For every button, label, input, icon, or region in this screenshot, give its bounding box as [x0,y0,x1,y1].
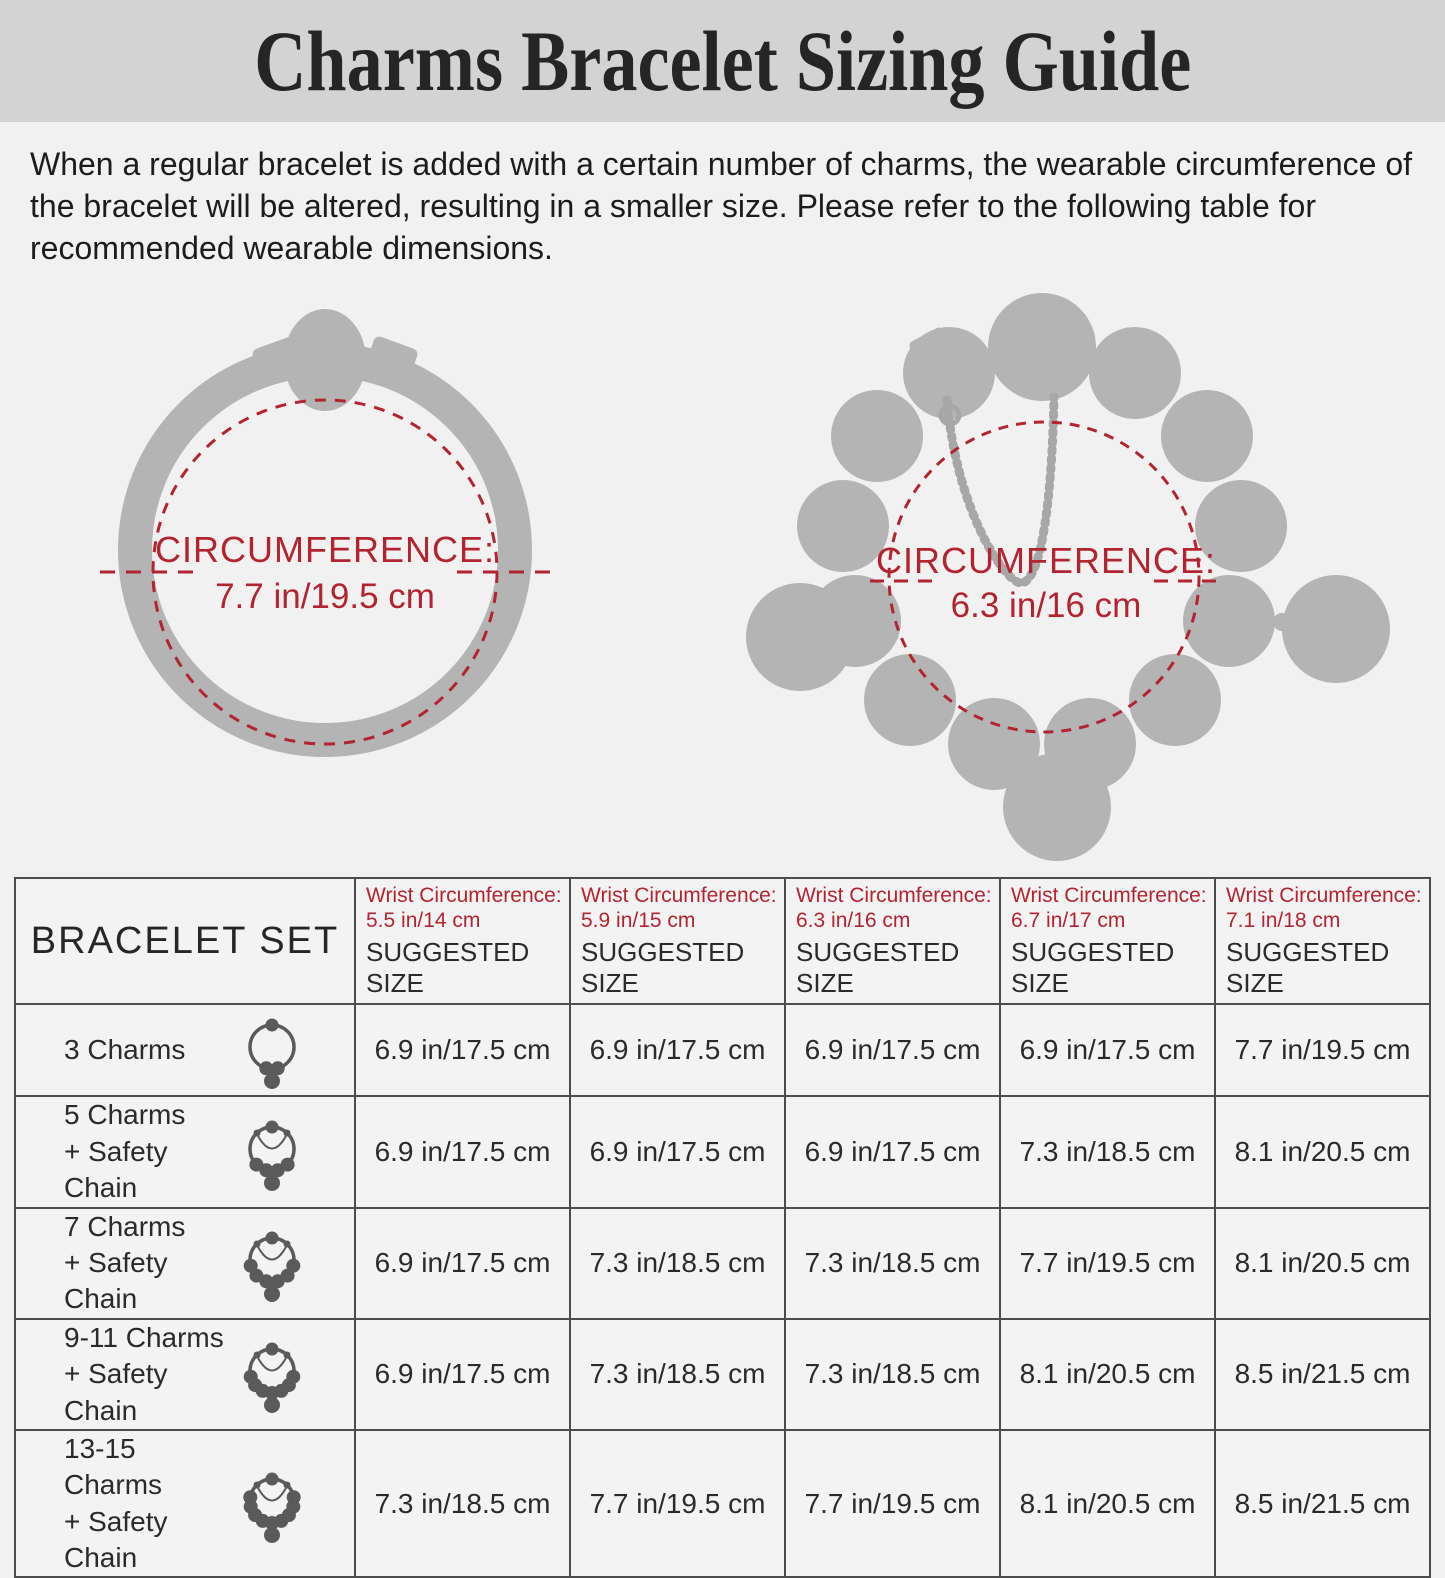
bracelet-set-icon [239,1011,309,1089]
bracelet-set-cell [15,1208,355,1319]
table-row-7-charms [15,1208,1430,1319]
bracelet-set-cell [15,1004,355,1096]
suggested-size-value: 6.9 in/17.5 cm [1000,1004,1215,1096]
charm-bracelet-diagram [722,285,1422,865]
wrist-circumference-label: Wrist Circumference: [581,884,777,907]
suggested-size-label: SUGGESTED SIZE [1011,937,1175,999]
bracelet-set-icon [239,1113,309,1191]
sizing-table [14,877,1431,1578]
suggested-size-value: 7.7 in/19.5 cm [1215,1004,1430,1096]
column-header-5-9in [570,878,785,1004]
suggested-size-value: 7.3 in/18.5 cm [785,1208,1000,1319]
suggested-size-value: 6.9 in/17.5 cm [355,1208,570,1319]
wrist-circumference-label: Wrist Circumference: [1011,884,1207,907]
bracelet-set-header: BRACELET SET [15,878,355,1004]
set-label-line1: 5 Charms [64,1099,186,1131]
suggested-size-label: SUGGESTED SIZE [1226,937,1390,999]
suggested-size-value: 6.9 in/17.5 cm [570,1004,785,1096]
suggested-size-value: 7.7 in/19.5 cm [1000,1208,1215,1319]
set-label-line2: + Safety Chain [64,1505,168,1574]
set-label-line1: 13-15 Charms [64,1432,163,1501]
clasp-bead [988,293,1096,401]
column-header-6-7in [1000,878,1215,1004]
set-label-line2: + Safety Chain [64,1358,168,1426]
suggested-size-value: 8.1 in/20.5 cm [1000,1319,1215,1430]
suggested-size-value: 7.3 in/18.5 cm [785,1319,1000,1430]
clasp-bead [284,309,366,411]
column-header-7-1in [1215,878,1430,1004]
circumference-value: 6.3 in/16 cm [950,586,1142,625]
set-label-line2: + Safety Chain [64,1135,168,1204]
suggested-size-value: 8.5 in/21.5 cm [1215,1319,1430,1430]
dangling-charm-left [746,583,854,691]
table-header-row [15,878,1430,1004]
suggested-size-label: SUGGESTED SIZE [581,937,745,999]
suggested-size-value: 6.9 in/17.5 cm [570,1096,785,1207]
suggested-size-value: 8.5 in/21.5 cm [1215,1430,1430,1578]
bracelet-set-cell [15,1096,355,1207]
table-row-3-charms [15,1004,1430,1096]
page-title: Charms Bracelet Sizing Guide [253,13,1192,109]
wrist-circumference-label: Wrist Circumference: [1226,884,1422,907]
column-header-6-3in [785,878,1000,1004]
set-label-line2: + Safety Chain [64,1246,168,1315]
bracelet-set-icon [239,1465,309,1543]
suggested-size-label: SUGGESTED SIZE [796,937,960,999]
dangling-charm-right [1282,575,1390,683]
dangling-charm-bottom [1003,753,1111,861]
circumference-label: CIRCUMFERENCE: [875,540,1217,581]
bracelet-set-cell [15,1430,355,1578]
wrist-circumference-value: 7.1 in/18 cm [1226,909,1341,933]
bracelet-set-cell [15,1319,355,1430]
suggested-size-value: 7.3 in/18.5 cm [1000,1096,1215,1207]
wrist-circumference-value: 6.7 in/17 cm [1011,909,1126,933]
suggested-size-value: 7.7 in/19.5 cm [570,1430,785,1578]
column-header-5-5in [355,878,570,1004]
intro-paragraph: When a regular bracelet is added with a certain number of charms, the wearable circumference of the bracelet will be altered, resulting in a smaller size. Please refer to the following table for recommended wearable dimensions. [30,146,1413,266]
suggested-size-value: 8.1 in/20.5 cm [1215,1096,1430,1207]
suggested-size-value: 6.9 in/17.5 cm [785,1004,1000,1096]
suggested-size-value: 6.9 in/17.5 cm [785,1096,1000,1207]
suggested-size-value: 8.1 in/20.5 cm [1000,1430,1215,1578]
table-row-13-15-charms [15,1430,1430,1578]
suggested-size-value: 6.9 in/17.5 cm [355,1096,570,1207]
suggested-size-value: 7.3 in/18.5 cm [570,1208,785,1319]
table-row-5-charms [15,1096,1430,1207]
suggested-size-value: 7.7 in/19.5 cm [785,1430,1000,1578]
set-label-line1: 9-11 Charms [64,1321,224,1353]
set-label-line1: 7 Charms [64,1210,186,1242]
wrist-circumference-label: Wrist Circumference: [796,884,992,907]
suggested-size-value: 6.9 in/17.5 cm [355,1004,570,1096]
suggested-size-label: SUGGESTED SIZE [366,937,530,999]
suggested-size-value: 7.3 in/18.5 cm [355,1430,570,1578]
set-label-line1: 3 Charms [64,1034,186,1066]
title-banner [0,0,1445,122]
circumference-label: CIRCUMFERENCE: [154,529,496,570]
table-row-9-11-charms [15,1319,1430,1430]
wrist-circumference-value: 6.3 in/16 cm [796,909,911,933]
wrist-circumference-value: 5.5 in/14 cm [366,909,481,933]
circumference-value: 7.7 in/19.5 cm [215,577,435,616]
suggested-size-value: 8.1 in/20.5 cm [1215,1208,1430,1319]
wrist-circumference-label: Wrist Circumference: [366,884,562,907]
bracelet-set-icon [239,1335,309,1413]
plain-bracelet-diagram [25,290,645,868]
bracelet-set-icon [239,1224,309,1302]
wrist-circumference-value: 5.9 in/15 cm [581,909,696,933]
suggested-size-value: 7.3 in/18.5 cm [570,1319,785,1430]
suggested-size-value: 6.9 in/17.5 cm [355,1319,570,1430]
